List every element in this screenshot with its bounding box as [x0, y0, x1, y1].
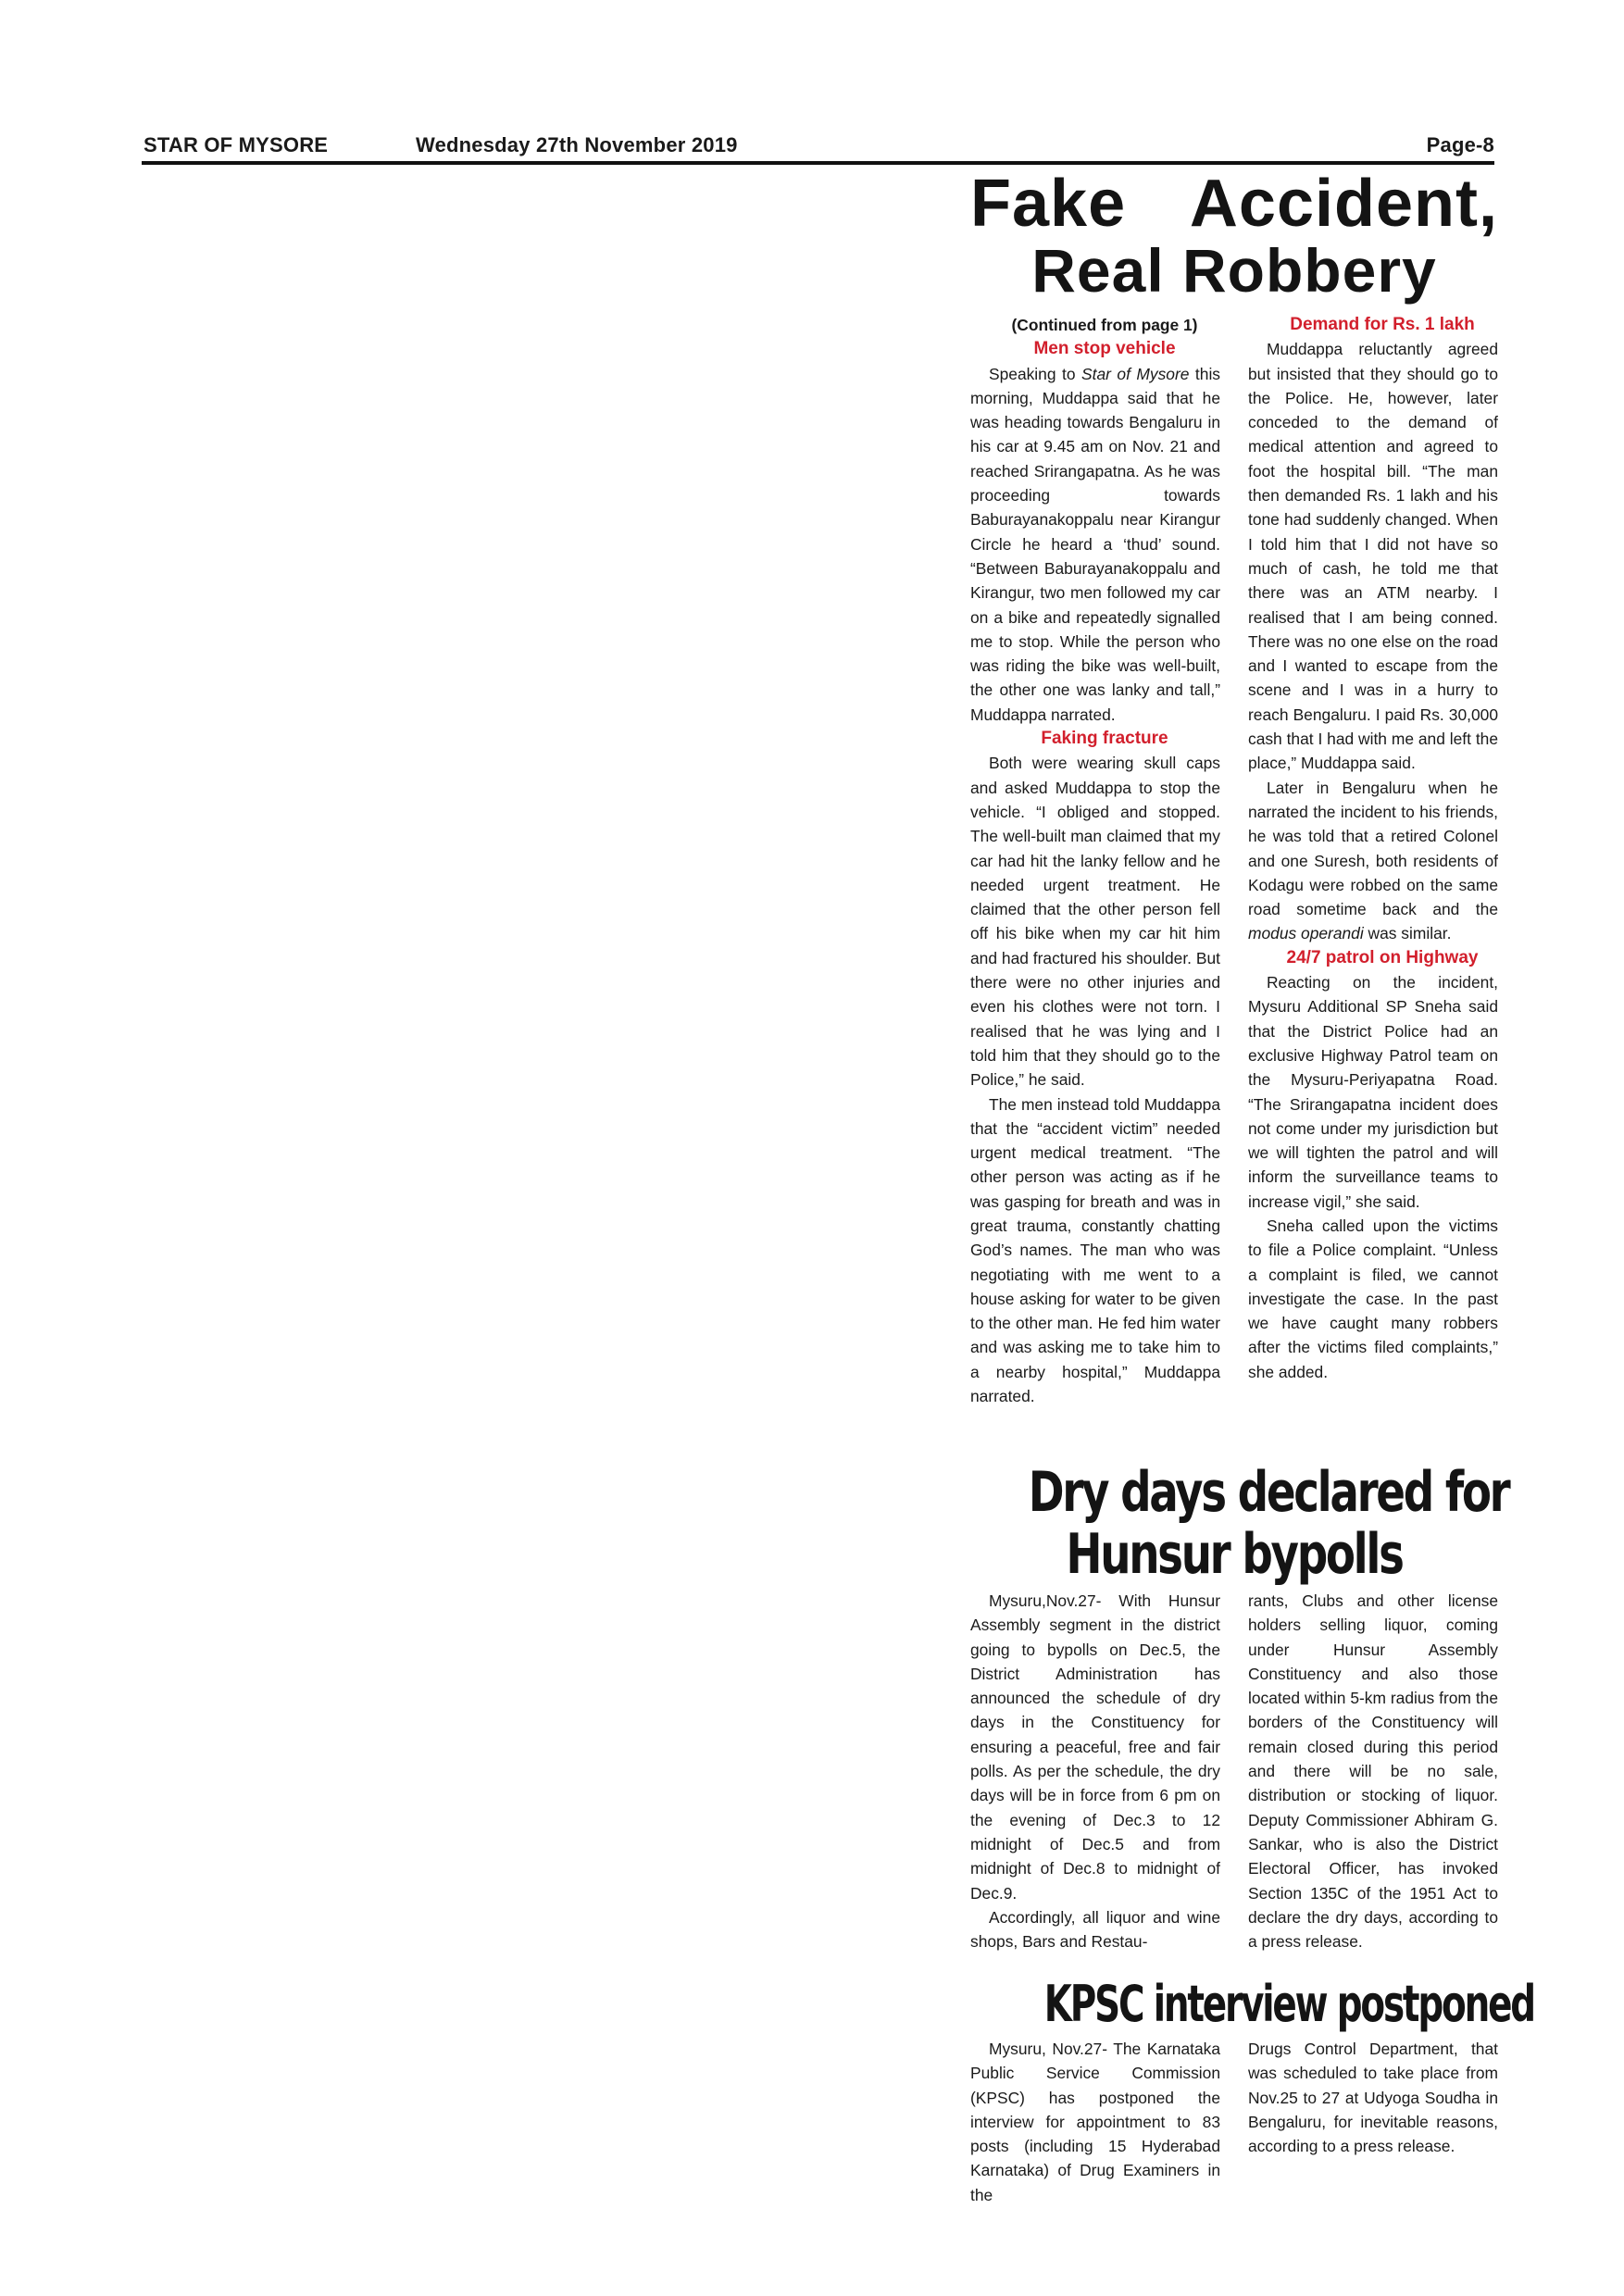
page-number: Page-8 — [1426, 133, 1494, 156]
paragraph: Accordingly, all liquor and wine shops, Bars and Restau- — [970, 1907, 1220, 1952]
column-right — [1248, 1589, 1498, 1953]
subhead-faking-fracture: Faking fracture — [1041, 729, 1168, 749]
masthead — [142, 133, 1494, 161]
headline-fake-accident — [970, 167, 1498, 305]
story-dry-days — [970, 1460, 1509, 1953]
issue-date: Wednesday 27th November 2019 — [416, 133, 738, 156]
story-columns — [970, 2037, 1498, 2207]
story-columns — [970, 313, 1498, 1408]
subhead-demand: Demand for Rs. 1 lakh — [1290, 315, 1475, 334]
column-left — [970, 2037, 1220, 2207]
paragraph: The men instead told Muddappa that the “accident victim” needed urgent medical treatment. “The other person was acting as if he was gasping for breath and was in great trauma, constantly chatting God’s names. The man who was negotiating with me went to a house asking for water to be given to the other man. He fed him water and was asking me to take him to a nearby hospital,” Muddappa narrated. — [970, 1094, 1220, 1406]
subhead-men-stop-vehicle: Men stop vehicle — [1033, 339, 1176, 359]
paragraph: Drugs Control Department, that was scheduled to take place from Nov.25 to 27 at Udyoga Soudha in Bengaluru, for inevitable reasons, according to a press release. — [1248, 2040, 1498, 2156]
paragraph: Mysuru, Nov.27- The Karnataka Public Service Commission (KPSC) has postponed the interview for appointment to 83 posts (including 15 Hyderabad Karnataka) of Drug Examiners in the — [970, 2040, 1220, 2204]
story-kpsc — [970, 1975, 1534, 2207]
masthead-rule — [142, 161, 1494, 165]
paragraph: Muddappa reluctantly agreed but insisted that they should go to the Police. He, however, later conceded to the demand of medical attention and agreed to foot the hospital bill. “The man then demanded Rs. 1 lakh and his tone had suddenly changed. When I told him that I did not have so much of cash, he told me that there was an ATM nearby. I realised that I am being conned. There was no one else on the road and I wanted to escape from the scene and I was in a hurry to reach Bengaluru. I paid Rs. 30,000 cash that I had with me and left the place,” Muddappa said. — [1248, 340, 1498, 773]
headline-line-2: Real Robbery — [1031, 236, 1437, 305]
headline-line-1: Dry days declared for — [1028, 1460, 1509, 1525]
paragraph: rants, Clubs and other license holders selling liquor, coming under Hunsur Assembly Constituency and also those located within 5-km radius from the borders of the Constituency will remain closed during this period and there will be no sale, distribution or stocking of liquor. Deputy Commissioner Abhiram G. Sankar, who is also the District Electoral Officer, has invoked Section 135C of the 1951 Act to declare the dry days, according to a press release. — [1248, 1591, 1498, 1952]
paragraph: Both were wearing skull caps and asked Muddappa to stop the vehicle. “I obliged and stopped. The well-built man claimed that my car had hit the lanky fellow and he needed urgent treatment. He claimed that the other person fell off his bike when my car hit him and had fractured his shoulder. But there were no other injuries and even his clothes were not torn. I realised that he was lying and I told him that they should go to the Police,” he said. — [970, 754, 1220, 1090]
column-right — [1248, 313, 1498, 1408]
headline-kpsc — [970, 1975, 1534, 2033]
headline-line-1: Fake Accident, — [970, 167, 1498, 241]
subhead-patrol: 24/7 patrol on Highway — [1286, 947, 1479, 967]
headline-line-2: Hunsur bypolls — [1066, 1522, 1403, 1587]
italic-term: modus operandi — [1248, 924, 1364, 943]
column-left — [970, 1589, 1220, 1953]
paragraph: Speaking to Star of Mysore this morning, Muddappa said that he was heading towards Bengaluru in his car at 9.45 am on Nov. 21 and reached Srirangapatna. As he was proceeding towards Baburayanakoppalu near Kirangur Circle he heard a ‘thud’ sound. “Between Baburayanakoppalu and Kirangur, two men followed my car on a bike and repeatedly signalled me to stop. While the person who was riding the bike was well-built, the other one was lanky and tall,” Muddappa narrated. — [970, 364, 1220, 724]
paragraph: Reacting on the incident, Mysuru Additional SP Sneha said that the District Police had an exclusive Highway Patrol team on the Mysuru-Periyapatna Road. “The Srirangapatna incident does not come under my jurisdiction but we will tighten the patrol and will inform the surveillance teams to increase vigil,” she said. — [1248, 973, 1498, 1211]
story-columns — [970, 1589, 1498, 1953]
column-right — [1248, 2037, 1498, 2207]
paper-name: STAR OF MYSORE — [144, 133, 329, 156]
headline-line: KPSC interview postponed — [1043, 1975, 1534, 2033]
paragraph: Later in Bengaluru when he narrated the incident to his friends, he was told that a retired Colonel and one Suresh, both residents of Kodagu were robbed on the same road sometime back and the modus operandi was similar. — [1248, 778, 1498, 943]
paragraph: Sneha called upon the victims to file a Police complaint. “Unless a complaint is filed, we cannot investigate the case. In the past we have caught many robbers after the victims filed complaints,” she added. — [1248, 1216, 1498, 1381]
continued-note: (Continued from page 1) — [1011, 316, 1198, 334]
column-left — [970, 313, 1220, 1408]
story-fake-accident — [970, 167, 1498, 1408]
publication-name: Star of Mysore — [1081, 364, 1190, 383]
paragraph: Mysuru,Nov.27- With Hunsur Assembly segment in the district going to bypolls on Dec.5, the District Administration has announced the schedule of dry days in the Constituency for ensuring a peaceful, free and fair polls. As per the schedule, the dry days will be in force from 6 pm on the evening of Dec.3 to 12 midnight of Dec.5 and from midnight of Dec.8 to midnight of Dec.9. — [970, 1591, 1220, 1903]
headline-dry-days — [970, 1460, 1509, 1587]
